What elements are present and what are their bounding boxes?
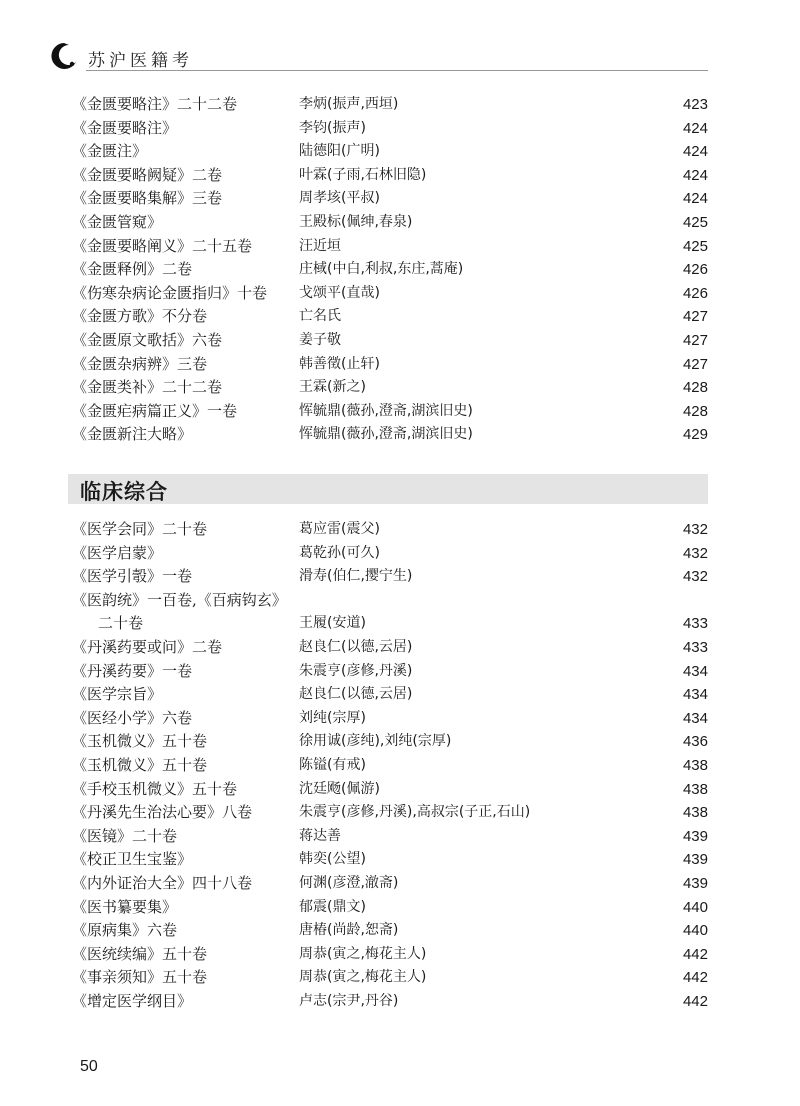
entry-title: 《医学宗旨》	[72, 685, 163, 704]
entry-page: 423	[682, 96, 708, 113]
entry-author: 郁震(鼎文)	[299, 898, 366, 915]
entry-title: 《金匮要略集解》三卷	[72, 189, 223, 208]
entry-page: 434	[682, 662, 708, 680]
entry-page: 432	[682, 544, 708, 562]
entry-page: 436	[682, 733, 708, 751]
entry-title: 《丹溪药要或问》二卷	[72, 637, 223, 656]
entry-author: 陈镒(有戒)	[299, 756, 366, 773]
list-item	[72, 848, 708, 872]
entry-title: 二十卷	[98, 614, 144, 633]
list-item	[72, 164, 708, 188]
entry-page: 424	[682, 119, 708, 137]
entry-title: 《金匮要略注》二十二卷	[72, 95, 238, 113]
entry-author: 李炳(振声,西垣)	[299, 96, 399, 112]
entry-page: 433	[682, 615, 708, 633]
list-item	[72, 282, 708, 306]
list-item	[72, 660, 708, 684]
entry-title: 《医学引彀》一卷	[72, 567, 193, 586]
entry-author: 徐用诚(彦纯),刘纯(宗厚)	[299, 733, 452, 750]
entry-page: 426	[682, 261, 708, 279]
entry-page: 432	[682, 521, 708, 538]
list-item	[72, 825, 708, 849]
entry-title: 《医韵统》一百卷,《百病钩玄》	[72, 590, 287, 609]
entry-title: 《金匮疟病篇正义》一卷	[72, 401, 238, 420]
entry-page: 427	[682, 308, 708, 326]
entry-title: 《金匮管窥》	[72, 212, 163, 231]
entry-title: 《丹溪药要》一卷	[72, 661, 193, 680]
entry-page: 424	[682, 143, 708, 161]
entry-page: 442	[682, 992, 708, 1010]
entry-page: 440	[682, 922, 708, 940]
entry-author: 姜子敬	[299, 331, 341, 348]
entry-list-clinical	[72, 518, 708, 1013]
entry-page: 442	[682, 969, 708, 987]
entry-author: 蒋达善	[299, 827, 341, 844]
crescent-logo-icon	[48, 40, 80, 72]
entry-title: 《金匮要略阙疑》二卷	[72, 165, 223, 184]
list-item	[72, 778, 708, 802]
entry-author: 王殿标(佩绅,春泉)	[299, 213, 413, 230]
entry-title: 《金匮杂病辨》三卷	[72, 354, 208, 373]
entry-author: 恽毓鼎(薇孙,澄斋,湖滨旧史)	[299, 402, 473, 419]
page-number: 50	[80, 1058, 98, 1075]
list-item	[72, 612, 708, 636]
entry-title: 《医书纂要集》	[72, 897, 178, 916]
list-item	[72, 542, 708, 566]
list-item	[72, 707, 708, 731]
entry-author: 庄棫(中白,利叔,东庄,蒿庵)	[299, 261, 464, 278]
entry-page: 425	[682, 213, 708, 231]
entry-page: 438	[682, 804, 708, 822]
entry-title: 《金匮要略阐义》二十五卷	[72, 236, 253, 255]
entry-title: 《事亲须知》五十卷	[72, 968, 208, 987]
list-item	[72, 730, 708, 754]
entry-page: 439	[682, 874, 708, 892]
entry-author: 葛乾孙(可久)	[299, 544, 380, 561]
entry-page: 438	[682, 756, 708, 774]
list-item	[72, 305, 708, 329]
entry-author: 周孝垓(平叔)	[299, 190, 380, 207]
list-item	[72, 943, 708, 967]
entry-author: 朱震亨(彦修,丹溪)	[299, 662, 413, 679]
list-item	[72, 329, 708, 353]
entry-page: 432	[682, 568, 708, 586]
entry-page: 428	[682, 402, 708, 420]
entry-author: 韩奕(公望)	[299, 851, 366, 868]
entry-title: 《医统续编》五十卷	[72, 944, 208, 963]
list-item	[72, 589, 708, 613]
list-item	[72, 872, 708, 896]
entry-page: 439	[682, 827, 708, 845]
entry-author: 恽毓鼎(薇孙,澄斋,湖滨旧史)	[299, 426, 473, 443]
list-item	[72, 235, 708, 259]
entry-title: 《手校玉机微义》五十卷	[72, 779, 238, 798]
header-title: 苏沪医籍考	[88, 51, 193, 71]
entry-title: 《金匮类补》二十二卷	[72, 378, 223, 397]
list-item	[72, 565, 708, 589]
list-item	[72, 683, 708, 707]
entry-page: 424	[682, 166, 708, 184]
entry-list-jingui	[72, 93, 708, 447]
entry-title: 《金匮新注大略》	[72, 425, 193, 444]
entry-author: 韩善徵(止轩)	[299, 355, 380, 372]
entry-author: 何渊(彦澄,澈斋)	[299, 874, 399, 891]
entry-author: 赵良仁(以德,云居)	[299, 686, 413, 703]
entry-page: 442	[682, 945, 708, 963]
list-item	[72, 187, 708, 211]
list-item	[72, 636, 708, 660]
list-item	[72, 801, 708, 825]
entry-author: 唐椿(尚龄,恕斋)	[299, 922, 399, 939]
list-item	[72, 423, 708, 447]
entry-title: 《丹溪先生治法心要》八卷	[72, 803, 253, 822]
entry-page: 439	[682, 851, 708, 869]
entry-author: 葛应雷(震父)	[299, 521, 380, 537]
entry-page: 433	[682, 638, 708, 656]
entry-title: 《医镜》二十卷	[72, 826, 178, 845]
entry-author: 戈颂平(直哉)	[299, 284, 380, 301]
entry-author: 王履(安道)	[299, 615, 366, 632]
entry-page: 428	[682, 379, 708, 397]
entry-author: 王霖(新之)	[299, 379, 366, 396]
entry-page: 434	[682, 709, 708, 727]
list-item	[72, 966, 708, 990]
entry-title: 《医学启蒙》	[72, 543, 163, 562]
entry-title: 《金匮释例》二卷	[72, 260, 193, 279]
entry-title: 《玉机微义》五十卷	[72, 755, 208, 774]
entry-page: 427	[682, 355, 708, 373]
entry-author: 卢志(宗尹,丹谷)	[299, 992, 399, 1009]
list-item	[72, 919, 708, 943]
entry-author: 赵良仁(以德,云居)	[299, 638, 413, 655]
entry-title: 《金匮注》	[72, 142, 148, 161]
entry-page: 426	[682, 284, 708, 302]
entry-title: 《金匮原文歌括》六卷	[72, 330, 223, 349]
page-header	[48, 40, 708, 74]
entry-author: 周恭(寅之,梅花主人)	[299, 945, 427, 962]
list-item	[72, 117, 708, 141]
list-item	[72, 376, 708, 400]
section-heading	[68, 474, 708, 504]
entry-page: 424	[682, 190, 708, 208]
entry-author: 滑寿(伯仁,撄宁生)	[299, 568, 413, 585]
entry-page: 425	[682, 237, 708, 255]
list-item	[72, 211, 708, 235]
entry-page: 434	[682, 686, 708, 704]
entry-page: 440	[682, 898, 708, 916]
entry-title: 《玉机微义》五十卷	[72, 732, 208, 751]
entry-page: 429	[682, 426, 708, 444]
entry-title: 《医学会同》二十卷	[72, 520, 208, 538]
entry-author: 周恭(寅之,梅花主人)	[299, 969, 427, 986]
list-item	[72, 896, 708, 920]
entry-author: 叶霖(子雨,石林旧隐)	[299, 166, 427, 183]
list-item	[72, 93, 708, 117]
entry-author: 沈廷飏(佩游)	[299, 780, 380, 797]
list-item	[72, 400, 708, 424]
header-rule	[86, 70, 708, 71]
list-item	[72, 518, 708, 542]
entry-title: 《增定医学纲目》	[72, 991, 193, 1010]
entry-author: 陆德阳(广明)	[299, 143, 380, 160]
entry-title: 《校正卫生宝鉴》	[72, 850, 193, 869]
entry-author: 亡名氏	[299, 308, 341, 325]
entry-author: 汪近垣	[299, 237, 341, 254]
entry-title: 《金匮方歌》不分卷	[72, 307, 208, 326]
entry-title: 《原病集》六卷	[72, 921, 178, 940]
entry-page: 427	[682, 331, 708, 349]
list-item	[72, 754, 708, 778]
entry-author: 朱震亨(彦修,丹溪),高叔宗(子正,石山)	[299, 804, 531, 821]
entry-page: 438	[682, 780, 708, 798]
section-title: 临床综合	[80, 480, 168, 504]
list-item	[72, 990, 708, 1014]
list-item	[72, 140, 708, 164]
entry-title: 《伤寒杂病论金匮指归》十卷	[72, 283, 268, 302]
entry-title: 《医经小学》六卷	[72, 708, 193, 727]
entry-author: 李钧(振声)	[299, 119, 366, 136]
list-item	[72, 353, 708, 377]
entry-author: 刘纯(宗厚)	[299, 709, 366, 726]
entry-title: 《金匮要略注》	[72, 118, 178, 137]
list-item	[72, 258, 708, 282]
entry-title: 《内外证治大全》四十八卷	[72, 873, 253, 892]
